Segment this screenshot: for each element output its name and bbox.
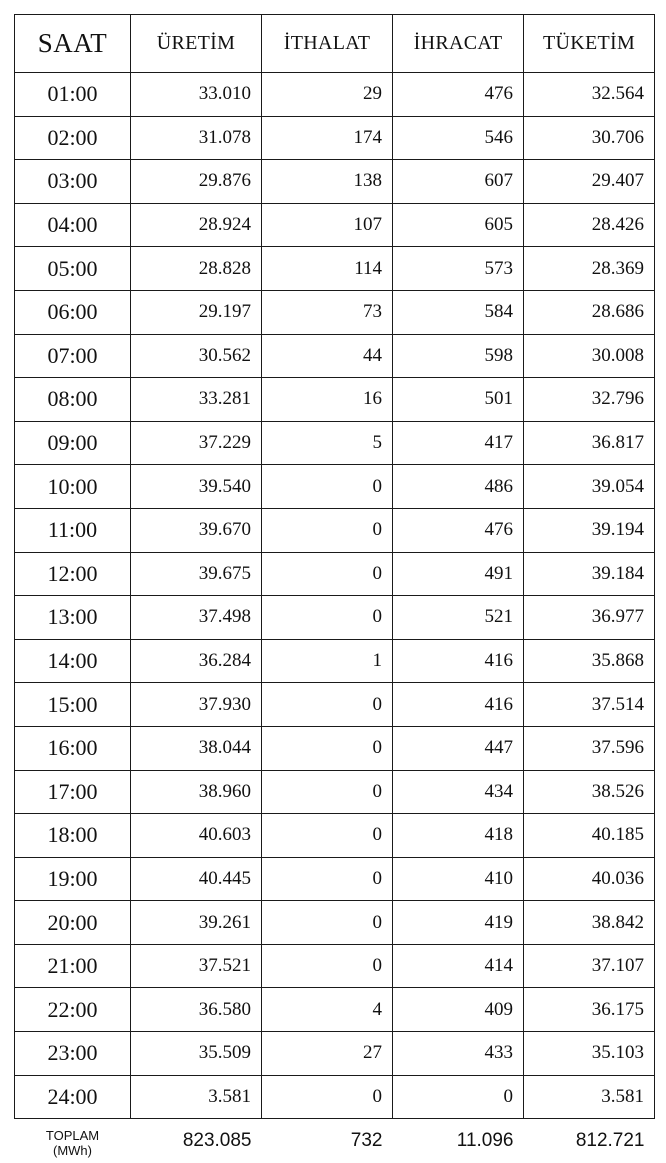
- cell-hour: 17:00: [15, 770, 131, 814]
- table-row: [15, 639, 655, 683]
- cell-production: 39.675: [131, 552, 262, 596]
- cell-hour: 23:00: [15, 1032, 131, 1076]
- cell-production: 29.197: [131, 290, 262, 334]
- cell-consumption: 39.184: [524, 552, 655, 596]
- cell-production: 33.010: [131, 73, 262, 117]
- cell-production: 29.876: [131, 160, 262, 204]
- header-import: İTHALAT: [262, 15, 393, 73]
- header-production: ÜRETİM: [131, 15, 262, 73]
- cell-export: 433: [393, 1032, 524, 1076]
- cell-export: 584: [393, 290, 524, 334]
- cell-hour: 18:00: [15, 814, 131, 858]
- cell-production: 30.562: [131, 334, 262, 378]
- cell-production: 28.828: [131, 247, 262, 291]
- table-row: [15, 596, 655, 640]
- cell-production: 39.670: [131, 508, 262, 552]
- cell-import: 0: [262, 857, 393, 901]
- cell-export: 598: [393, 334, 524, 378]
- cell-import: 27: [262, 1032, 393, 1076]
- cell-hour: 07:00: [15, 334, 131, 378]
- cell-export: 414: [393, 944, 524, 988]
- table-row: [15, 857, 655, 901]
- cell-import: 0: [262, 1075, 393, 1119]
- cell-consumption: 36.175: [524, 988, 655, 1032]
- cell-consumption: 36.817: [524, 421, 655, 465]
- hourly-energy-table: [14, 14, 655, 1163]
- cell-consumption: 30.008: [524, 334, 655, 378]
- cell-production: 40.603: [131, 814, 262, 858]
- cell-export: 417: [393, 421, 524, 465]
- cell-import: 29: [262, 73, 393, 117]
- cell-hour: 14:00: [15, 639, 131, 683]
- cell-hour: 08:00: [15, 378, 131, 422]
- cell-hour: 01:00: [15, 73, 131, 117]
- table-row: [15, 421, 655, 465]
- total-import: 732: [350, 1130, 383, 1151]
- cell-import: 0: [262, 726, 393, 770]
- cell-export: 416: [393, 639, 524, 683]
- table-row: [15, 203, 655, 247]
- table-row: [15, 378, 655, 422]
- header-hour: SAAT: [15, 15, 131, 73]
- cell-production: 37.521: [131, 944, 262, 988]
- cell-import: 0: [262, 508, 393, 552]
- table-row: [15, 683, 655, 727]
- table-row: [15, 290, 655, 334]
- cell-import: 0: [262, 552, 393, 596]
- cell-hour: 16:00: [15, 726, 131, 770]
- cell-hour: 03:00: [15, 160, 131, 204]
- table-row: [15, 1032, 655, 1076]
- total-consumption: 812.721: [575, 1130, 645, 1151]
- cell-export: 447: [393, 726, 524, 770]
- cell-import: 0: [262, 944, 393, 988]
- cell-hour: 19:00: [15, 857, 131, 901]
- header-export: İHRACAT: [393, 15, 524, 73]
- cell-import: 0: [262, 770, 393, 814]
- cell-import: 73: [262, 290, 393, 334]
- cell-hour: 20:00: [15, 901, 131, 945]
- cell-production: 3.581: [131, 1075, 262, 1119]
- cell-import: 0: [262, 465, 393, 509]
- cell-hour: 21:00: [15, 944, 131, 988]
- cell-hour: 22:00: [15, 988, 131, 1032]
- cell-export: 573: [393, 247, 524, 291]
- cell-export: 486: [393, 465, 524, 509]
- table-body: [15, 73, 655, 1119]
- cell-import: 107: [262, 203, 393, 247]
- cell-production: 37.930: [131, 683, 262, 727]
- cell-export: 521: [393, 596, 524, 640]
- cell-hour: 09:00: [15, 421, 131, 465]
- cell-import: 4: [262, 988, 393, 1032]
- cell-import: 0: [262, 596, 393, 640]
- cell-hour: 12:00: [15, 552, 131, 596]
- table-header: [15, 15, 655, 73]
- table-row: [15, 770, 655, 814]
- cell-consumption: 28.426: [524, 203, 655, 247]
- cell-import: 174: [262, 116, 393, 160]
- totals-label: [15, 1119, 131, 1163]
- cell-consumption: 35.103: [524, 1032, 655, 1076]
- table-row: [15, 552, 655, 596]
- totals-label-line1: TOPLAM: [45, 1128, 100, 1143]
- table-footer: [15, 1119, 655, 1163]
- table-row: [15, 726, 655, 770]
- cell-export: 501: [393, 378, 524, 422]
- cell-consumption: 38.842: [524, 901, 655, 945]
- table-row: [15, 73, 655, 117]
- table-row: [15, 988, 655, 1032]
- totals-label-line2: (MWh): [53, 1143, 92, 1158]
- cell-export: 476: [393, 508, 524, 552]
- cell-hour: 05:00: [15, 247, 131, 291]
- table-row: [15, 944, 655, 988]
- cell-hour: 10:00: [15, 465, 131, 509]
- cell-consumption: 32.564: [524, 73, 655, 117]
- cell-export: 0: [393, 1075, 524, 1119]
- cell-hour: 06:00: [15, 290, 131, 334]
- cell-consumption: 40.185: [524, 814, 655, 858]
- table-row: [15, 247, 655, 291]
- table-row: [15, 1075, 655, 1119]
- cell-export: 409: [393, 988, 524, 1032]
- table-row: [15, 901, 655, 945]
- cell-consumption: 29.407: [524, 160, 655, 204]
- cell-import: 138: [262, 160, 393, 204]
- cell-production: 33.281: [131, 378, 262, 422]
- cell-hour: 24:00: [15, 1075, 131, 1119]
- cell-consumption: 38.526: [524, 770, 655, 814]
- cell-consumption: 28.369: [524, 247, 655, 291]
- cell-hour: 15:00: [15, 683, 131, 727]
- cell-hour: 11:00: [15, 508, 131, 552]
- cell-production: 36.580: [131, 988, 262, 1032]
- cell-consumption: 36.977: [524, 596, 655, 640]
- cell-hour: 13:00: [15, 596, 131, 640]
- cell-consumption: 37.596: [524, 726, 655, 770]
- cell-import: 0: [262, 814, 393, 858]
- cell-production: 36.284: [131, 639, 262, 683]
- cell-consumption: 37.514: [524, 683, 655, 727]
- cell-consumption: 3.581: [524, 1075, 655, 1119]
- cell-export: 418: [393, 814, 524, 858]
- table-row: [15, 814, 655, 858]
- cell-consumption: 32.796: [524, 378, 655, 422]
- cell-export: 605: [393, 203, 524, 247]
- cell-production: 37.229: [131, 421, 262, 465]
- cell-consumption: 40.036: [524, 857, 655, 901]
- total-production: 823.085: [182, 1130, 252, 1151]
- table-row: [15, 334, 655, 378]
- cell-import: 44: [262, 334, 393, 378]
- cell-consumption: 30.706: [524, 116, 655, 160]
- cell-import: 1: [262, 639, 393, 683]
- table-row: [15, 465, 655, 509]
- header-consumption: TÜKETİM: [524, 15, 655, 73]
- cell-consumption: 28.686: [524, 290, 655, 334]
- cell-production: 35.509: [131, 1032, 262, 1076]
- table-row: [15, 508, 655, 552]
- cell-export: 491: [393, 552, 524, 596]
- cell-production: 39.261: [131, 901, 262, 945]
- cell-import: 5: [262, 421, 393, 465]
- cell-consumption: 39.194: [524, 508, 655, 552]
- cell-production: 38.044: [131, 726, 262, 770]
- total-export: 11.096: [456, 1130, 514, 1151]
- cell-production: 31.078: [131, 116, 262, 160]
- table-row: [15, 160, 655, 204]
- cell-export: 419: [393, 901, 524, 945]
- cell-export: 546: [393, 116, 524, 160]
- cell-import: 16: [262, 378, 393, 422]
- cell-production: 38.960: [131, 770, 262, 814]
- table-row: [15, 116, 655, 160]
- cell-hour: 04:00: [15, 203, 131, 247]
- cell-export: 416: [393, 683, 524, 727]
- totals-row: [15, 1119, 655, 1163]
- cell-consumption: 35.868: [524, 639, 655, 683]
- cell-export: 607: [393, 160, 524, 204]
- cell-consumption: 39.054: [524, 465, 655, 509]
- cell-production: 37.498: [131, 596, 262, 640]
- cell-hour: 02:00: [15, 116, 131, 160]
- cell-production: 40.445: [131, 857, 262, 901]
- cell-production: 28.924: [131, 203, 262, 247]
- cell-export: 434: [393, 770, 524, 814]
- cell-import: 0: [262, 683, 393, 727]
- cell-production: 39.540: [131, 465, 262, 509]
- cell-import: 0: [262, 901, 393, 945]
- cell-export: 476: [393, 73, 524, 117]
- cell-consumption: 37.107: [524, 944, 655, 988]
- header-row: [15, 15, 655, 73]
- cell-import: 114: [262, 247, 393, 291]
- cell-export: 410: [393, 857, 524, 901]
